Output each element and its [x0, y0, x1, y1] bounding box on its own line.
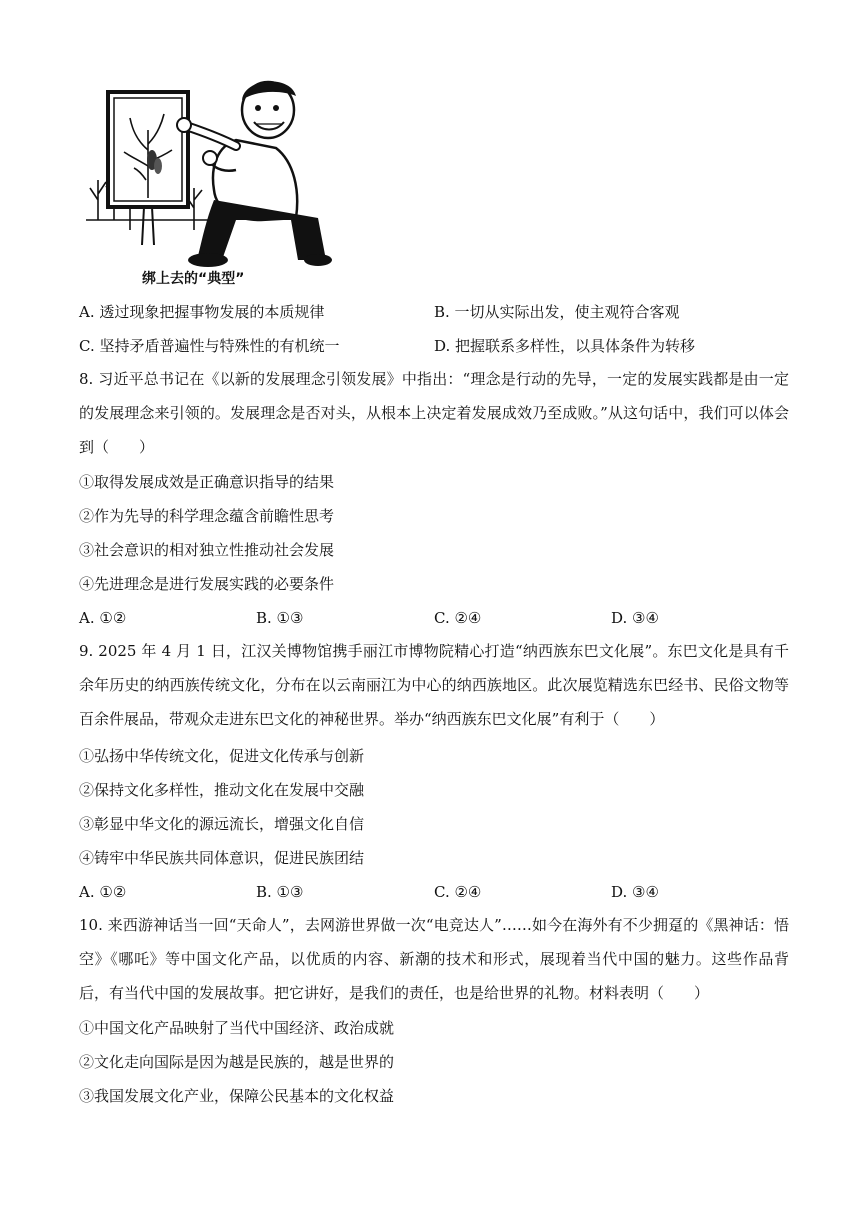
q8-item-4: ④先进理念是进行发展实践的必要条件 [79, 575, 335, 593]
figure-caption: 绑上去的“典型” [142, 271, 245, 287]
q7-option-a: A. 透过现象把握事物发展的本质规律 [79, 303, 325, 321]
q10-item-2: ②文化走向国际是因为越是民族的，越是世界的 [79, 1053, 395, 1071]
q9-item-2: ②保持文化多样性，推动文化在发展中交融 [79, 781, 365, 799]
q9-option-d: D. ③④ [611, 883, 659, 901]
q10-item-3: ③我国发展文化产业，保障公民基本的文化权益 [79, 1087, 395, 1105]
q8-option-d: D. ③④ [611, 609, 659, 627]
q10-stem: 10. 来西游神话当一回“天命人”，去网游世界做一次“电竞达人”……如今在海外有不少拥趸的《黑神话：悟空》《哪吒》等中国文化产品，以优质的内容、新潮的技术和形式，展现着当代中国的魅力。这些作品背后，有当代中国的发展故事。把它讲好，是我们的责任，也是给世界的礼物。材料表明（ ） [79, 916, 789, 1002]
q8-item-1: ①取得发展成效是正确意识指导的结果 [79, 473, 335, 491]
q7-option-c: C. 坚持矛盾普遍性与特殊性的有机统一 [79, 337, 340, 355]
q10-item-1: ①中国文化产品映射了当代中国经济、政治成就 [79, 1019, 395, 1037]
q9-stem: 9. 2025 年 4 月 1 日，江汉关博物馆携手丽江市博物院精心打造“纳西族东巴文化展”。东巴文化是具有千余年历史的纳西族传统文化，分布在以云南丽江为中心的纳西族地区。此次展览精选东巴经书、民俗文物等百余件展品，带观众走进东巴文化的神秘世界。举办“纳西族东巴文化展”有利于（ ） [79, 642, 789, 728]
q8-option-c: C. ②④ [434, 609, 482, 627]
q8-item-2: ②作为先导的科学理念蕴含前瞻性思考 [79, 507, 335, 525]
q8-stem: 8. 习近平总书记在《以新的发展理念引领发展》中指出：“理念是行动的先导，一定的发展实践都是由一定的发展理念来引领的。发展理念是否对头，从根本上决定着发展成效乃至成败。”从这句话中，我们可以体会到（ ） [79, 370, 789, 456]
q7-option-d: D. 把握联系多样性，以具体条件为转移 [434, 337, 696, 355]
q9-item-4: ④铸牢中华民族共同体意识，促进民族团结 [79, 849, 365, 867]
q8-option-a: A. ①② [79, 609, 127, 627]
q8-option-b: B. ①③ [256, 609, 304, 627]
q9-option-c: C. ②④ [434, 883, 482, 901]
cartoon-illustration [86, 70, 336, 270]
q9-item-1: ①弘扬中华传统文化，促进文化传承与创新 [79, 747, 365, 765]
q7-option-b: B. 一切从实际出发，使主观符合客观 [434, 303, 680, 321]
q9-option-b: B. ①③ [256, 883, 304, 901]
q9-item-3: ③彰显中华文化的源远流长，增强文化自信 [79, 815, 365, 833]
q8-item-3: ③社会意识的相对独立性推动社会发展 [79, 541, 335, 559]
q9-option-a: A. ①② [79, 883, 127, 901]
